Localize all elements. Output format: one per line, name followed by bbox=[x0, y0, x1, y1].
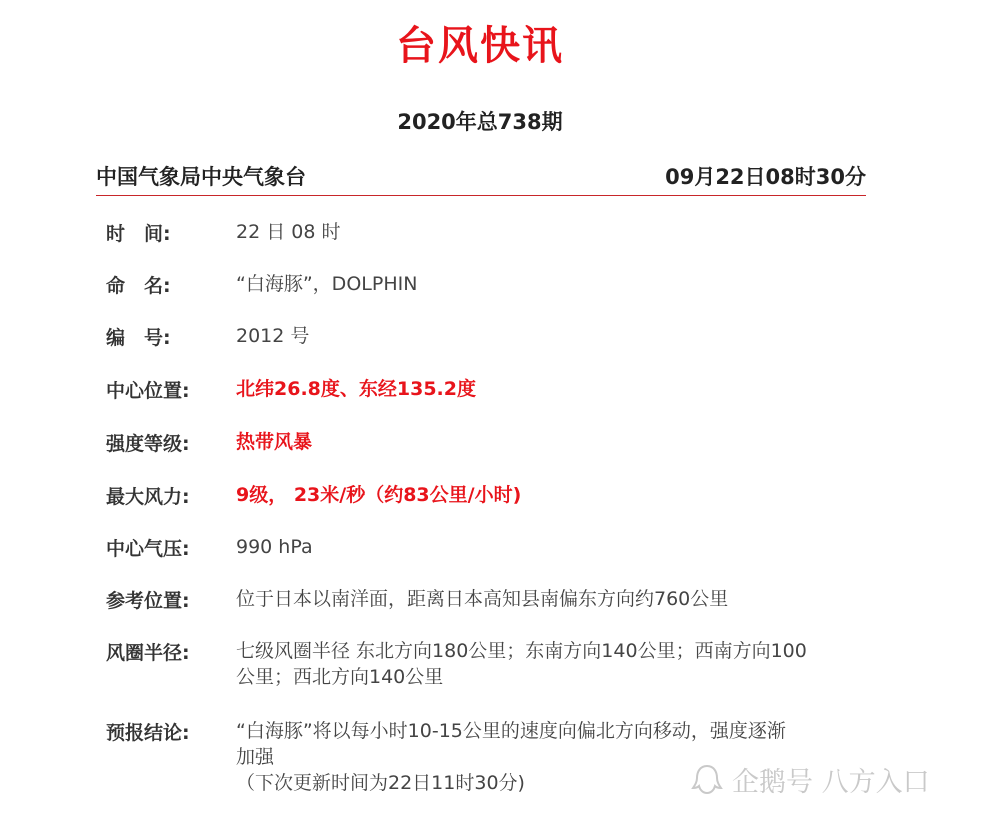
field-label: 预报结论: bbox=[106, 722, 190, 744]
penguin-icon bbox=[690, 763, 724, 797]
issue-number: 2020年总738期 bbox=[397, 110, 563, 134]
wind-radius-line: 公里；西北方向140公里 bbox=[236, 666, 444, 688]
field-value: 990 hPa bbox=[236, 536, 313, 558]
page-title: 台风快讯 bbox=[396, 23, 564, 69]
forecast-line: 加强 bbox=[236, 746, 275, 768]
field-value: 北纬26.8度、东经135.2度 bbox=[236, 378, 476, 400]
field-label: 命 名: bbox=[106, 275, 171, 297]
field-label: 强度等级: bbox=[106, 433, 190, 455]
bulletin-header bbox=[96, 161, 866, 196]
watermark-text: 企鹅号 八方入口 bbox=[732, 767, 930, 798]
forecast-line: “白海豚”将以每小时10-15公里的速度向偏北方向移动，强度逐渐 bbox=[236, 720, 786, 742]
wind-radius-line: 七级风圈半径 东北方向180公里；东南方向140公里；西南方向100 bbox=[236, 640, 807, 662]
watermark bbox=[690, 760, 930, 799]
field-value: 位于日本以南洋面，距离日本高知县南偏东方向约760公里 bbox=[236, 588, 729, 610]
field-value: 2012 号 bbox=[236, 325, 310, 347]
field-value: 9级， 23米/秒（约83公里/小时) bbox=[236, 484, 522, 506]
field-value: “白海豚”，DOLPHIN bbox=[236, 273, 418, 295]
field-value bbox=[236, 638, 856, 690]
field-label: 中心气压: bbox=[106, 538, 190, 560]
field-label: 参考位置: bbox=[106, 590, 190, 612]
field-value: 热带风暴 bbox=[236, 431, 313, 453]
forecast-line: （下次更新时间为22日11时30分) bbox=[236, 772, 525, 794]
field-value: 22 日 08 时 bbox=[236, 221, 341, 243]
issued-time: 09月22日08时30分 bbox=[665, 165, 866, 189]
field-label: 时 间: bbox=[106, 223, 171, 245]
field-label: 最大风力: bbox=[106, 486, 190, 508]
field-label: 编 号: bbox=[106, 327, 171, 349]
field-label: 风圈半径: bbox=[106, 642, 190, 664]
field-label: 中心位置: bbox=[106, 380, 190, 402]
agency-name: 中国气象局中央气象台 bbox=[96, 165, 306, 189]
